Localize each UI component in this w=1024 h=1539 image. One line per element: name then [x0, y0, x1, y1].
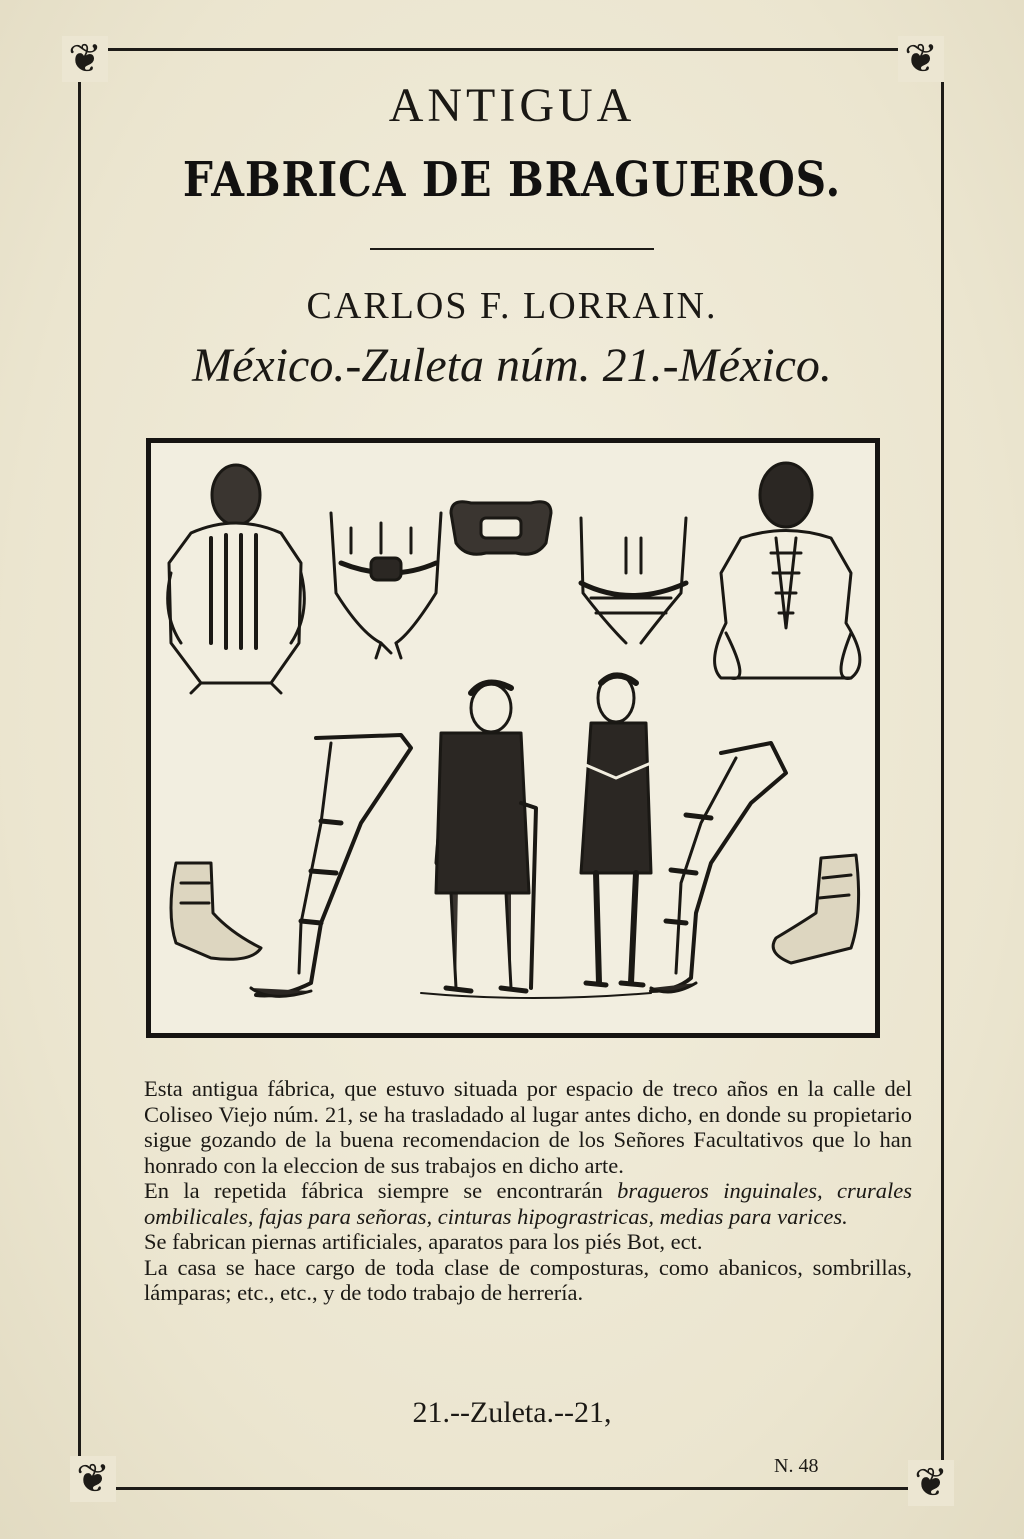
shop-address: México.-Zuleta núm. 21.-México.	[192, 339, 832, 392]
corner-ornament-icon: ❦	[62, 36, 108, 82]
title-divider	[370, 248, 654, 250]
truss-torso-left	[331, 513, 441, 658]
title-line-1: ANTIGUA	[388, 79, 636, 132]
paragraph-products	[144, 1178, 912, 1229]
paragraph-artificial-limbs: Se fabrican piernas artificiales, aparatos para los piés Bot, ect.	[144, 1229, 703, 1254]
footer-address: 21.--Zuleta.--21,	[412, 1396, 612, 1429]
truss-pad	[451, 502, 551, 555]
woodcut-illustration	[146, 438, 880, 1038]
corner-ornament-icon: ❦	[70, 1456, 116, 1502]
leg-brace-right	[651, 743, 786, 992]
paragraph-history: Esta antigua fábrica, que estuvo situada por espacio de treco años en la calle del Coliseo Viejo núm. 21, se ha trasladado al lugar antes dicho, en donde su propietario sigue gozando de la buena recomendacion de los Señores Facultativos que lo han honrado con la eleccion de sus trabajos en dicho arte.	[144, 1076, 912, 1178]
foot-right	[773, 855, 858, 963]
foot-left	[171, 863, 261, 959]
paragraph-repairs: La casa se hace cargo de toda clase de composturas, como abanicos, sombrillas, lámparas; etc., etc., y de todo trabajo de herrería.	[144, 1254, 912, 1305]
products-list: bragueros inguinales, crurales ombilicales, fajas para señoras, cinturas hipograstricas, medias para varices.	[144, 1178, 912, 1229]
man-with-cane	[436, 683, 536, 991]
corset-back-figure-left	[168, 465, 305, 693]
leg-brace-left	[251, 735, 411, 996]
title-line-2: FABRICA DE BRAGUEROS.	[182, 152, 842, 208]
owner-name: CARLOS F. LORRAIN.	[306, 285, 718, 327]
corner-ornament-icon: ❦	[898, 36, 944, 82]
body-text	[144, 1076, 912, 1306]
illustration-drawing	[151, 443, 875, 1033]
page-number: N. 48	[774, 1455, 819, 1477]
truss-torso-right	[581, 518, 686, 643]
products-lead: En la repetida fábrica siempre se encontrarán	[144, 1178, 618, 1203]
corset-back-figure-right	[715, 463, 860, 678]
corner-ornament-icon: ❦	[908, 1460, 954, 1506]
man-standing	[581, 674, 651, 985]
